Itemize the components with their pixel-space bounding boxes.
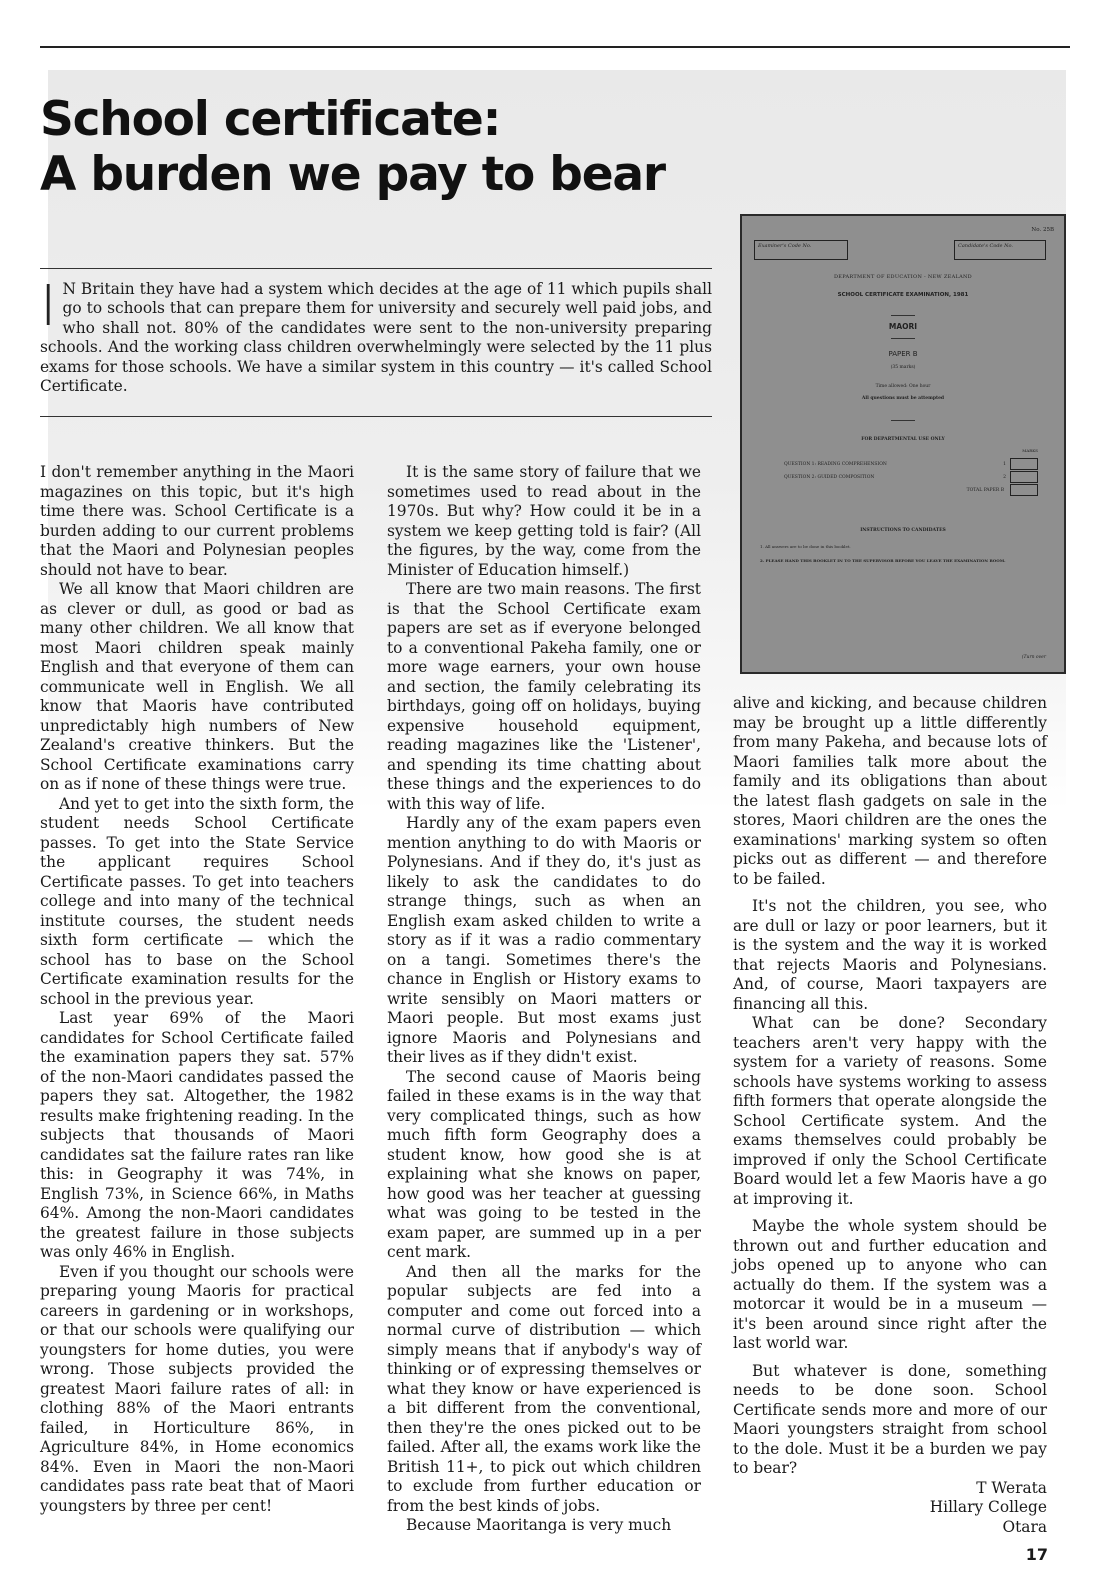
exam-title: SCHOOL CERTIFICATE EXAMINATION, 1981 — [837, 292, 969, 298]
top-rule — [40, 46, 1070, 48]
examiner-code-box: Examiner's Code No. — [754, 240, 848, 260]
paragraph: What can be done? Secondary teachers aren't very happy with the system for a variety of reasons. Some schools have systems working to assess fifth formers that operate alongside the School Certificate system. And the exams themselves could probably be improved if only the School Certificate Board would let a few Maoris have a go at improving it. — [733, 1014, 1047, 1208]
paragraph: It is the same story of failure that we sometimes used to read about in the 1970s. But why? How could it be in a system we keep getting told is fair? (All the figures, by the way, come from the Minister of Education himself.) — [387, 463, 701, 579]
article-column-3 — [733, 694, 1047, 1537]
article-column-2 — [387, 463, 701, 1536]
exam-question-2-number: 2 — [1003, 475, 1006, 480]
paragraph: And then all the marks for the popular subjects are fed into a computer and come out forced into a normal curve of distribution — which simply means that if anybody's way of thinking or of expressing themselves or what they know or have experienced is a bit different from the conventional, then they're the ones picked out to be failed. After all, the exams work like the British 11+, to pick out which children to exclude from further education or from the best kinds of jobs. — [387, 1262, 701, 1515]
article-column-1 — [40, 463, 354, 1516]
paragraph: I don't remember anything in the Maori magazines on this topic, but it's high time there was. School Certificate is a burden adding to our current problems that the Maori and Polynesian peoples should not have to bear. — [40, 463, 354, 579]
intro-text: N Britain they have had a system which decides at the age of 11 which pupils shall go to schools that can prepare them for university and securely well paid jobs, and who shall not. 80% of the candidates were sent to the non-university preparing schools. And the working class children overwhelmingly were selected by the 11 plus exams for those schools. We have a similar system in this country — it's called School Certificate. — [40, 280, 712, 396]
exam-time: Time allowed: One hour — [875, 384, 931, 389]
exam-question-1: QUESTION 1: READING COMPREHENSION — [784, 462, 887, 467]
author-place: Otara — [1002, 1517, 1047, 1536]
mark-box — [1010, 471, 1038, 483]
paragraph: We all know that Maori children are as clever or dull, as good or bad as many other children. We all know that most Maori children speak mainly English and that everyone of them can communicate well in English. We all know that Maoris have contributed unpredictably high numbers of New Zealand's creative thinkers. But the School Certificate examinations carry on as if none of these things were true. — [40, 580, 354, 793]
paragraph: Even if you thought our schools were preparing young Maoris for practical careers in gardening or in workshops, or that our schools were qualifying our youngsters for home duties, you were wrong. Those subjects provided the greatest Maori failure rates of all: in clothing 88% of the Maori entrants failed, in Horticulture 86%, in Agriculture 84%, in Home economics 84%. Even in Maori the non-Maori candidates pass rate beat that of Maori youngsters by three per cent! — [40, 1262, 354, 1515]
headline — [40, 92, 720, 203]
divider-tick — [891, 338, 915, 339]
paragraph: Last year 69% of the Maori candidates for School Certificate failed the examination papers they sat. 57% of the non-Maori candidates passed the papers they sat. Altogether, the 1982 results make frightening reading. In the subjects that thousands of Maori candidates sat the failure rates ran like this: in Geography it was 74%, in English 73%, in Science 66%, in Maths 64%. Among the non-Maori candidates the greatest failure in those subjects was only 46% in English. — [40, 1009, 354, 1261]
author-school: Hillary College — [929, 1498, 1047, 1516]
exam-department: DEPARTMENT OF EDUCATION - NEW ZEALAND — [833, 274, 972, 280]
paragraph: Hardly any of the exam papers even mention anything to do with Maoris or Polynesians. And if they do, it's just as likely to ask the candidates to do strange things, such as when an English exam asked childen to write a story as if it was a radio commentary on a tangi. Sometimes there's the chance in English or History exams to write sensibly on Maori matters or Maori people. But most exams just ignore Maoris and Polynesians and their lives as if they didn't exist. — [387, 814, 701, 1066]
exam-number: No. 25B — [1031, 227, 1054, 233]
divider-tick — [891, 420, 915, 421]
headline-line-1: School certificate: — [40, 92, 501, 147]
exam-instruction-1: 1. All answers are to be done in this booklet. — [760, 544, 851, 549]
exam-instructions-heading: INSTRUCTIONS TO CANDIDATES — [860, 528, 946, 533]
exam-all-questions: All questions must be attempted — [861, 396, 945, 401]
exam-paper-cover — [750, 222, 1056, 666]
mark-box — [1010, 458, 1038, 470]
exam-paper-photo — [740, 214, 1066, 674]
intro-rule-bottom — [40, 416, 712, 417]
intro-paragraph — [40, 274, 712, 396]
headline-line-2: A burden we pay to bear — [40, 147, 665, 203]
paragraph: Because Maoritanga is very much — [406, 1516, 672, 1534]
divider-tick — [891, 315, 915, 316]
exam-marks: (35 marks) — [890, 365, 916, 370]
exam-question-2: QUESTION 2: GUIDED COMPOSITION — [784, 475, 875, 480]
paragraph: But whatever is done, something needs to be done soon. School Certificate sends more and more of our Maori youngsters straight from school to the dole. Must it be a burden we pay to bear? — [733, 1361, 1047, 1477]
paragraph: The second cause of Maoris being failed in these exams is in the way that very complicated things, such as how much fifth form Geography does a student know, how good she is at explaining what she knows on paper, how good was her teacher at guessing what was going to be tested in the exam paper, are summed up in a per cent mark. — [387, 1067, 701, 1261]
mark-box — [1010, 484, 1038, 496]
paragraph: It's not the children, you see, who are dull or lazy or poor learners, but it is the system and the way it is worked that rejects Maoris and Polynesians. And, of course, Maori taxpayers are financing all this. — [733, 897, 1047, 1013]
exam-dept-use: FOR DEPARTMENTAL USE ONLY — [861, 437, 945, 442]
author-name: T Werata — [976, 1478, 1047, 1497]
paragraph: There are two main reasons. The first is that the School Certificate exam papers are set as if everyone belonged to a conventional Pakeha family, one or more wage earners, your own house and section, the family celebrating its birthdays, going off on holidays, buying expensive household equipment, reading magazines like the 'Listener', and spending its time chatting about these things and the experiences to do with this way of life. — [387, 580, 701, 813]
drop-cap: I — [40, 274, 57, 339]
exam-question-1-number: 1 — [1003, 462, 1006, 467]
paragraph: And yet to get into the sixth form, the student needs School Certificate passes. To get into the State Service the applicant requires School Certificate passes. To get into teachers college and into many of the technical institute courses, the student needs sixth form certificate — which the school has to base on the School Certificate examination results for the school in the previous year. — [40, 794, 354, 1008]
exam-subject: MAORI — [888, 322, 918, 331]
paragraph: Maybe the whole system should be thrown out and further education and jobs opened up to anyone who can actually do them. If the system was a motorcar it would be in a museum — it's been around since right after the last world war. — [733, 1217, 1047, 1352]
exam-paper-label: PAPER B — [888, 350, 918, 358]
exam-turn-over: (Turn over — [1021, 655, 1046, 660]
candidate-code-box: Candidate's Code No. — [954, 240, 1046, 260]
paragraph: alive and kicking, and because children may be brought up a little differently from many Pakeha, and because lots of Maori families talk more about the family and its obligations than about the latest flash gadgets on sale in the stores, Maori children are the ones the examinations' marking system so often picks out as different — and therefore to be failed. — [733, 694, 1047, 888]
exam-marks-header: MARKS — [1022, 448, 1038, 453]
exam-total: TOTAL PAPER B — [966, 488, 1004, 493]
exam-instruction-2: 2. PLEASE HAND THIS BOOKLET IN TO THE SUPERVISOR BEFORE YOU LEAVE THE EXAMINATION ROOM. — [760, 558, 1006, 563]
intro-rule-top — [40, 268, 712, 269]
page-number: 17 — [1025, 1545, 1048, 1564]
